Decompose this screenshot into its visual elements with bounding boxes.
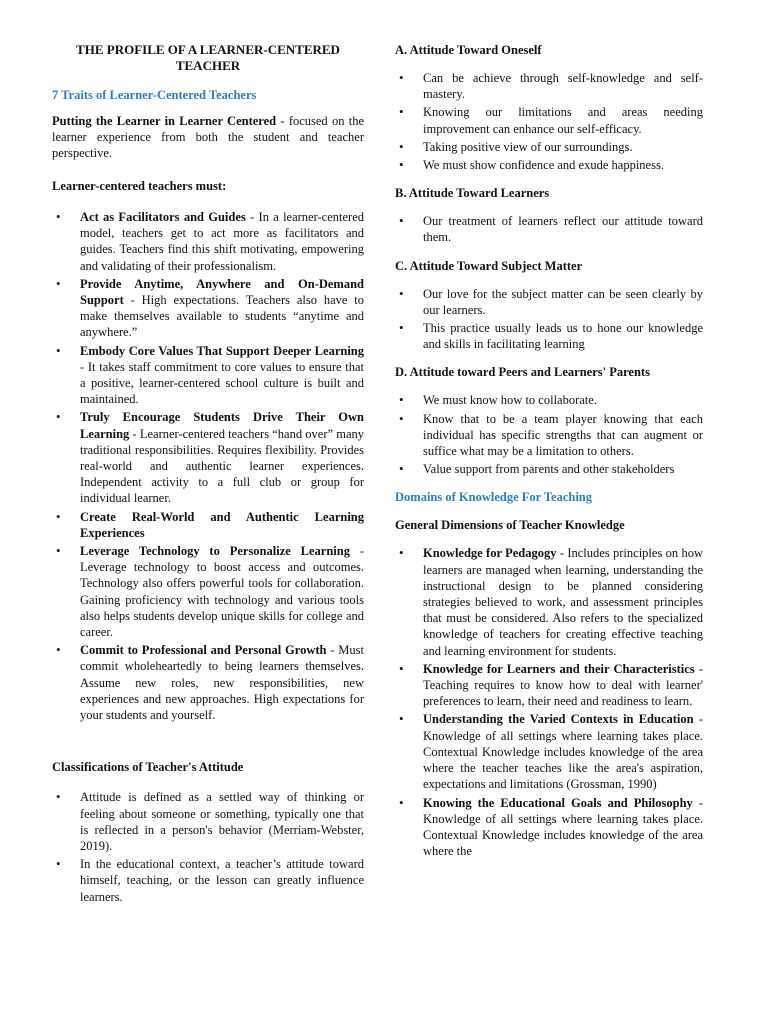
list-item: • Leverage Technology to Personalize Learning - Leverage technology to boost access and outcomes. Technology also offers powerful tools for collaboration. Gaining proficiency with technology and various tools also helps students develop unique skills for college and career.	[52, 543, 364, 640]
page-title: THE PROFILE OF A LEARNER-CENTERED TEACHER	[76, 42, 340, 73]
right-column	[395, 42, 703, 861]
list-item: • Knowledge for Learners and their Characteristics - Teaching requires to know how to deal with learner' preferences to learn, their need and readiness to learn.	[395, 661, 703, 710]
list-item: • We must show confidence and exude happiness.	[395, 157, 703, 173]
section-b-heading: B. Attitude Toward Learners	[395, 186, 550, 201]
list-item: • Value support from parents and other stakeholders	[395, 461, 703, 477]
list-item: • Act as Facilitators and Guides - In a learner-centered model, teachers get to act more as facilitators and guides. Teachers find this shift motivating, empowering and validating of their professionalism.	[52, 209, 364, 274]
list-item: • Knowledge for Pedagogy - Includes principles on how learners are managed when learning, understanding the instructional design to be planned considering strategies believed to work, and assessment principles that must be considered. Also refers to the specialized knowledge of teachers for creating effective teaching and learning environment for students.	[395, 545, 703, 658]
must-heading: Learner-centered teachers must:	[52, 179, 227, 193]
domains-heading: Domains of Knowledge For Teaching	[395, 490, 593, 505]
section-b-list	[395, 213, 703, 245]
knowledge-list	[395, 545, 703, 859]
classifications-heading: Classifications of Teacher's Attitude	[52, 760, 244, 775]
section-d-heading: D. Attitude toward Peers and Learners' Parents	[395, 365, 650, 380]
intro-paragraph	[52, 113, 364, 161]
list-item: • Our love for the subject matter can be seen clearly by our learners.	[395, 286, 703, 318]
intro-bold: Putting the Learner in Learner Centered	[52, 114, 277, 128]
section-c-list	[395, 286, 703, 353]
list-item: • Knowing our limitations and areas needing improvement can enhance our self-efficacy.	[395, 104, 703, 136]
list-item: • Know that to be a team player knowing that each individual has specific strengths that can augment or suffice what may be a limitation to others.	[395, 411, 703, 460]
list-item: • Our treatment of learners reflect our attitude toward them.	[395, 213, 703, 245]
traits-heading: 7 Traits of Learner-Centered Teachers	[52, 88, 257, 102]
list-item: • Knowing the Educational Goals and Philosophy - Knowledge of all settings where learning takes place. Contextual Knowledge includes knowledge of the area where the	[395, 795, 703, 860]
section-a-heading: A. Attitude Toward Oneself	[395, 43, 542, 57]
section-c-heading: C. Attitude Toward Subject Matter	[395, 258, 583, 273]
list-item: • Create Real-World and Authentic Learning Experiences	[52, 509, 364, 541]
list-item: • Can be achieve through self-knowledge and self-mastery.	[395, 70, 703, 102]
list-item: • Embody Core Values That Support Deeper Learning - It takes staff commitment to core values to ensure that a positive, learner-centered school culture is built and maintained.	[52, 343, 364, 408]
list-item: • This practice usually leads us to hone our knowledge and skills in facilitating learning	[395, 320, 703, 352]
list-item: • Commit to Professional and Personal Growth - Must commit wholeheartedly to being learners themselves. Assume new roles, new responsibilities, new experiences and new approaches. High expectations for your students and yourself.	[52, 642, 364, 723]
intro-text: - focused on the learner experience from both the student and teacher perspective.	[52, 114, 364, 160]
general-heading: General Dimensions of Teacher Knowledge	[395, 518, 625, 533]
list-item: • In the educational context, a teacher’s attitude toward himself, teaching, or the lesson can greatly influence learners.	[52, 856, 364, 905]
list-item: • Attitude is defined as a settled way of thinking or feeling about someone or something, typically one that is reflected in a person's behavior (Merriam-Webster, 2019).	[52, 789, 364, 854]
classifications-list	[52, 789, 364, 904]
left-column	[52, 42, 364, 907]
list-item: • Truly Encourage Students Drive Their Own Learning - Learner-centered teachers “hand over” many traditional responsibilities. Requires flexibility. Provides real-world and authentic learner experiences. Independent activity to a full club or group for individual learner.	[52, 409, 364, 506]
list-item: • Provide Anytime, Anywhere and On-Demand Support - High expectations. Teachers also have to make themselves available to students “anytime and anywhere.”	[52, 276, 364, 341]
list-item: • Understanding the Varied Contexts in Education - Knowledge of all settings where learning takes place. Contextual Knowledge includes knowledge of the area where the teacher teaches like the area's aspiration, expectations and limitations (Grossman, 1990)	[395, 711, 703, 792]
list-item: • Taking positive view of our surroundings.	[395, 139, 703, 155]
traits-list	[52, 209, 364, 723]
list-item: • We must know how to collaborate.	[395, 392, 703, 408]
section-d-list	[395, 392, 703, 477]
section-a-list	[395, 70, 703, 173]
